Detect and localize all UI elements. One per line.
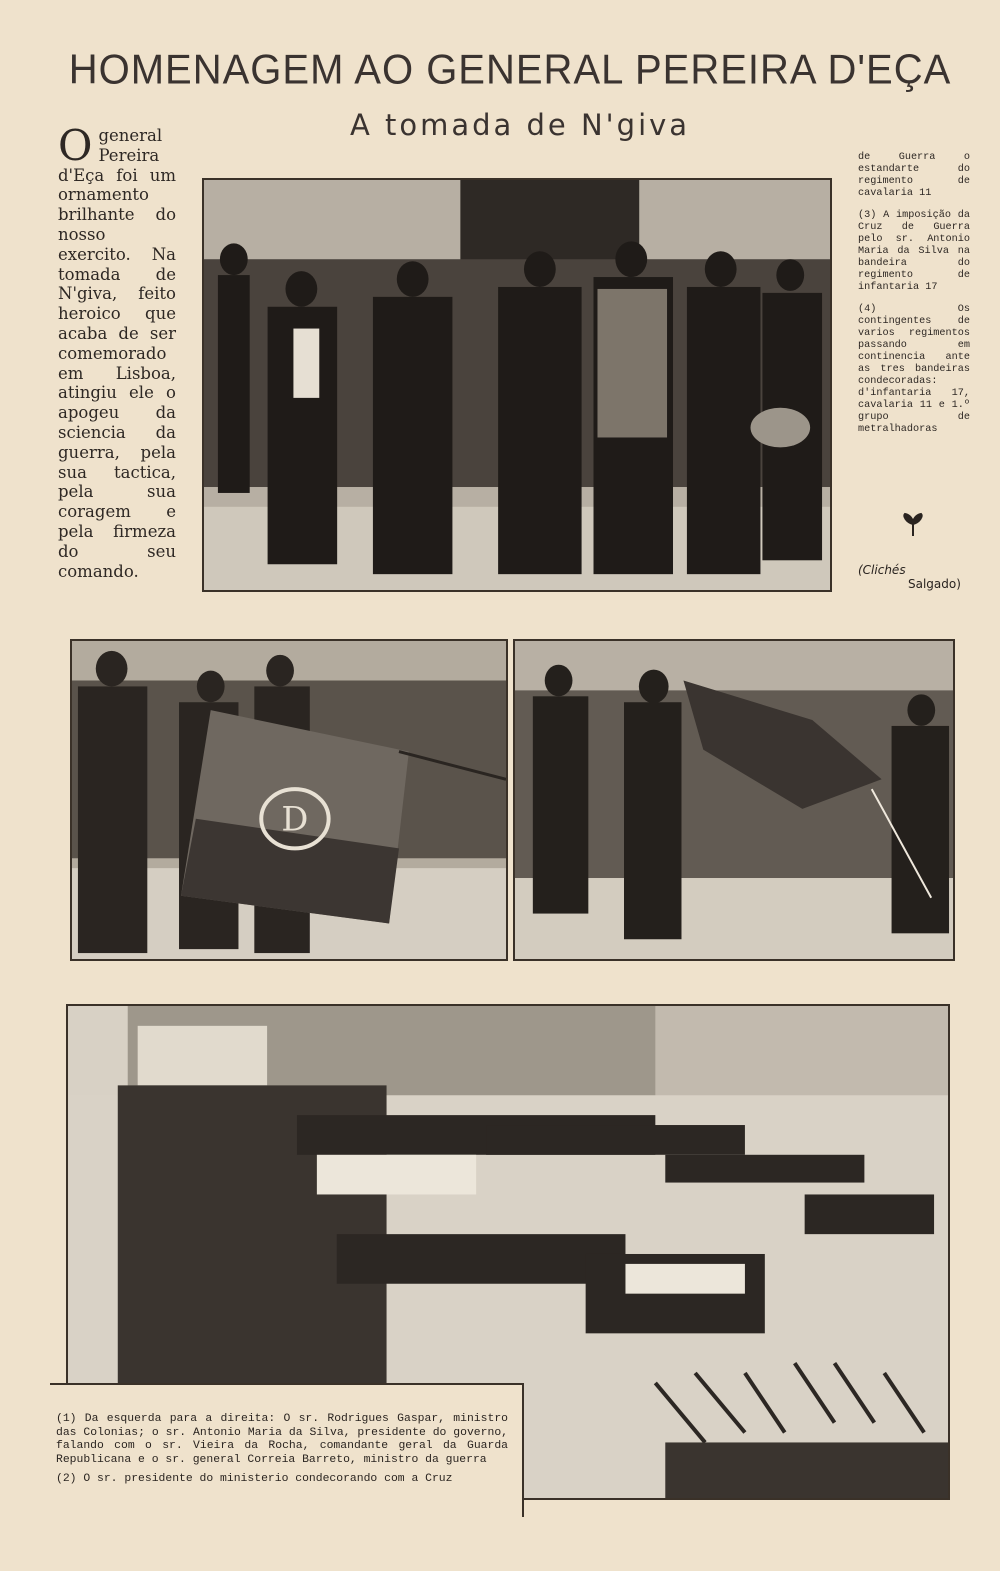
svg-text:D: D (281, 799, 309, 839)
caption-2-end: de Guerra o estandarte do regimento de cavalaria 11 (858, 152, 970, 199)
photo-credit-name: Salgado) (908, 577, 961, 591)
page-title: HOMENAGEM AO GENERAL PEREIRA D'EÇA (68, 46, 952, 94)
caption-2-start: (2) O sr. presidente do ministerio condecorando com a Cruz (56, 1473, 453, 1485)
photo-credit-label: (Clichés (858, 563, 906, 577)
page-subtitle: A tomada de N'giva (349, 108, 691, 142)
photo-group-portrait (202, 178, 832, 592)
right-captions (858, 152, 970, 446)
leaf-ornament-icon (900, 512, 926, 538)
drop-cap: O (58, 121, 93, 170)
article-text (58, 121, 176, 581)
caption-4: (4) Os contingentes de varios regimentos passando em continencia ante as tres bandeiras condecoradas: d'infantaria 17, cavalaria 11 e 1.º grupo de metralhadoras (858, 304, 970, 435)
photo-flag-decoration (70, 639, 508, 961)
group-portrait-photo-icon (204, 180, 830, 590)
caption-1: (1) Da esquerda para a direita: O sr. Rodrigues Gaspar, ministro das Colonias; o sr. Antonio Maria da Silva, presidente do governo, falando com o sr. Vieira da Rocha, comandante geral da Guarda Republicana e o sr. general Correia Barreto, ministro da guerra (56, 1413, 508, 1466)
bottom-caption-box (50, 1383, 524, 1517)
photo-flag-salute (513, 639, 955, 961)
article-body: general Pereira d'Eça foi um ornamento brilhante do nosso exercito. Na tomada de N'giva, feito heroico que acaba de ser comemorado em Lisboa, atingiu ele o apogeu da sciencia da guerra, pela sua tactica, pela sua coragem e pela firmeza do seu comando. (58, 126, 176, 581)
flag-decoration-photo-icon (72, 641, 506, 959)
flag-salute-photo-icon (515, 641, 953, 959)
caption-3: (3) A imposição da Cruz de Guerra pelo sr. Antonio Maria da Silva na bandeira do regimento de infantaria 17 (858, 210, 970, 293)
